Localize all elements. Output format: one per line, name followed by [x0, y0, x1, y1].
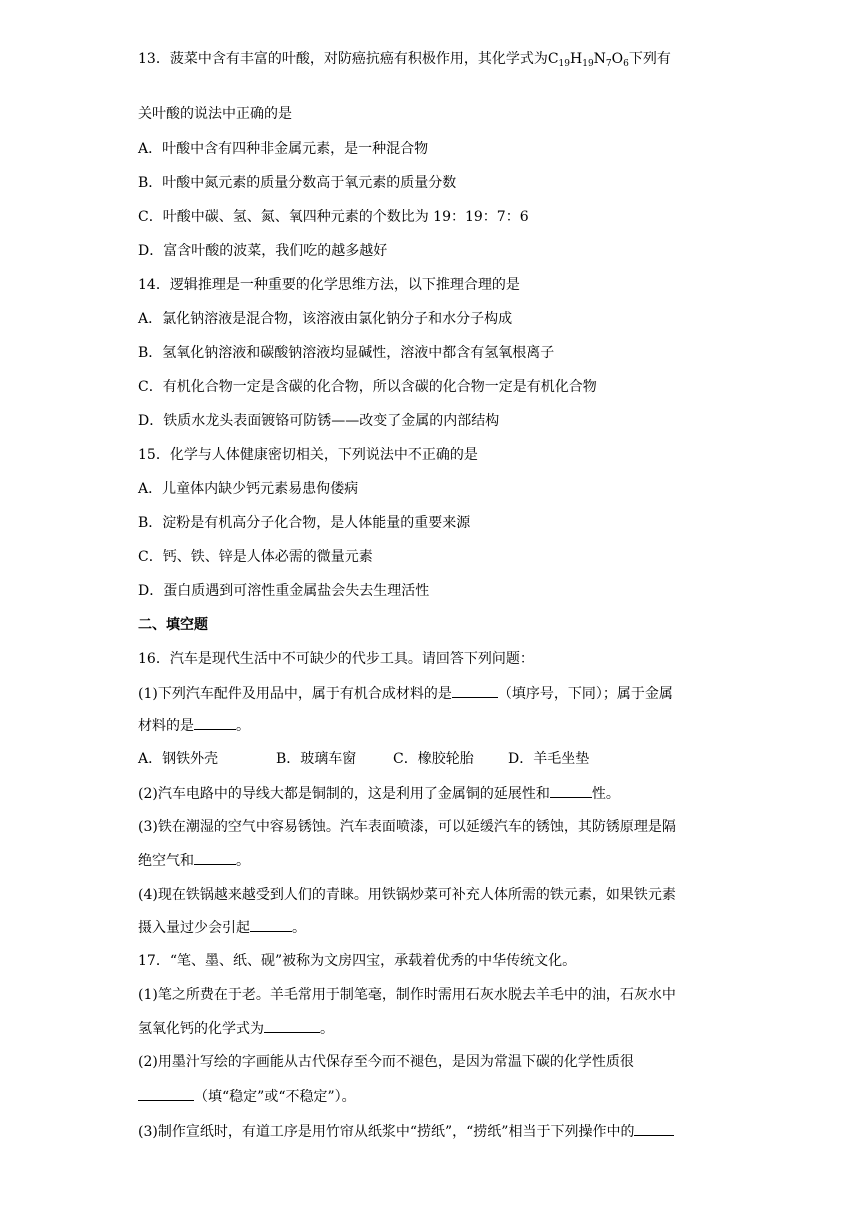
q17-part2-line1: (2)用墨汁写绘的字画能从古代保存至今而不褪色，是因为常温下碳的化学性质很	[138, 1054, 634, 1070]
q16-option-c[interactable]: C．橡胶轮胎	[393, 751, 474, 767]
q15-option-a[interactable]: A．儿童体内缺少钙元素易患佝偻病	[138, 481, 359, 497]
q17-part1-line1: (1)笔之所费在于老。羊毛常用于制笔毫，制作时需用石灰水脱去羊毛中的油，石灰水中	[138, 987, 676, 1003]
q16-part3-line2: 绝空气和 。	[138, 850, 718, 871]
q16-option-a[interactable]: A．钢铁外壳	[138, 751, 219, 767]
q13-stem-tail: 下列有	[628, 51, 671, 67]
q16-part4-line2: 摄入量过少会引起 。	[138, 917, 718, 938]
q14-option-b[interactable]: B．氢氧化钠溶液和碳酸钠溶液均显碱性，溶液中都含有氢氧根离子	[138, 345, 555, 361]
q16-option-d[interactable]: D．羊毛坐垫	[508, 751, 590, 767]
q14-stem: 14．逻辑推理是一种重要的化学思维方法，以下推理合理的是	[138, 277, 520, 293]
q13-stem-line2: 关叶酸的说法中正确的是	[138, 106, 292, 122]
q16-part1-line2: 材料的是 。	[138, 715, 718, 736]
q16-part2: (2)汽车电路中的导线大都是铜制的，这是利用了金属铜的延展性和 性。	[138, 783, 718, 804]
section-heading: 二、填空题	[138, 617, 208, 633]
q14-option-a[interactable]: A．氯化钠溶液是混合物，该溶液由氯化钠分子和水分子构成	[138, 311, 513, 327]
q16-part4-blank[interactable]	[250, 917, 292, 932]
q16-part1-blank-1[interactable]	[452, 683, 498, 698]
q16-stem: 16．汽车是现代生活中不可缺少的代步工具。请回答下列问题：	[138, 651, 534, 667]
q17-part3-line1: (3)制作宣纸时，有道工序是用竹帘从纸浆中“捞纸”，“捞纸”相当于下列操作中的	[138, 1121, 718, 1142]
q16-part3-blank[interactable]	[194, 850, 236, 865]
q14-option-c[interactable]: C．有机化合物一定是含碳的化合物，所以含碳的化合物一定是有机化合物	[138, 379, 597, 395]
q17-part1-blank[interactable]	[264, 1018, 320, 1033]
q16-part1-blank-2[interactable]	[194, 715, 236, 730]
q13-stem-line1	[138, 49, 718, 69]
q13-option-b[interactable]: B．叶酸中氮元素的质量分数高于氧元素的质量分数	[138, 175, 457, 191]
q16-part4-line1: (4)现在铁锅越来越受到人们的青睐。用铁锅炒菜可补充人体所需的铁元素，如果铁元素	[138, 887, 676, 903]
q17-part2-line2: （填“稳定”或“不稳定”）。	[138, 1086, 718, 1107]
q17-stem: 17．“笔、墨、纸、砚”被称为文房四宝，承载着优秀的中华传统文化。	[138, 953, 577, 969]
q16-options	[138, 749, 718, 769]
q16-part1-line1: (1)下列汽车配件及用品中，属于有机合成材料的是 （填序号，下同）；属于金属	[138, 683, 718, 704]
q16-option-b[interactable]: B．玻璃车窗	[276, 751, 357, 767]
q13-option-a[interactable]: A．叶酸中含有四种非金属元素，是一种混合物	[138, 141, 429, 157]
q16-part2-blank[interactable]	[550, 783, 592, 798]
q15-option-b[interactable]: B．淀粉是有机高分子化合物，是人体能量的重要来源	[138, 515, 471, 531]
q16-part3-line1: (3)铁在潮湿的空气中容易锈蚀。汽车表面喷漆，可以延缓汽车的锈蚀，其防锈原理是隔	[138, 819, 676, 835]
folic-acid-formula: $C_{19}H_{19}N_7O_6$	[547, 51, 629, 69]
q15-option-d[interactable]: D．蛋白质遇到可溶性重金属盐会失去生理活性	[138, 583, 430, 599]
q17-part2-blank[interactable]	[138, 1086, 194, 1101]
q14-option-d[interactable]: D．铁质水龙头表面镀铬可防锈——改变了金属的内部结构	[138, 413, 500, 429]
q13-stem-text: 13．菠菜中含有丰富的叶酸，对防癌抗癌有积极作用，其化学式为	[138, 51, 548, 67]
q15-option-c[interactable]: C．钙、铁、锌是人体必需的微量元素	[138, 549, 373, 565]
q13-option-d[interactable]: D．富含叶酸的波菜，我们吃的越多越好	[138, 243, 388, 259]
q17-part1-line2: 氢氧化钙的化学式为 。	[138, 1018, 718, 1039]
q17-part3-blank[interactable]	[634, 1121, 674, 1136]
q13-option-c[interactable]: C．叶酸中碳、氢、氮、氧四种元素的个数比为 19：19：7：6	[138, 209, 529, 225]
q15-stem: 15．化学与人体健康密切相关，下列说法中不正确的是	[138, 447, 478, 463]
